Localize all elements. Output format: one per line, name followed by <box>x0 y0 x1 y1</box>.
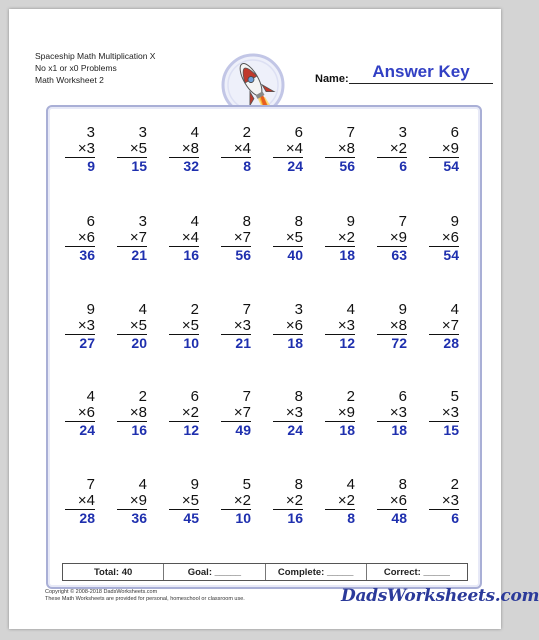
problem <box>377 477 407 526</box>
problem-answer: 16 <box>287 510 303 526</box>
problem-answer: 21 <box>131 247 147 263</box>
problem-multiplier: ×5 <box>181 492 199 509</box>
worksheet-page <box>9 9 539 629</box>
score-bar <box>62 563 468 581</box>
problem-answer: 24 <box>287 158 303 174</box>
problem <box>65 214 95 263</box>
problem-answer: 27 <box>79 335 95 351</box>
problem-multiplicand: 9 <box>346 213 355 230</box>
problem-multiplicand: 9 <box>398 301 407 318</box>
problem-answer: 72 <box>391 335 407 351</box>
problem-multiplier: ×4 <box>77 492 95 509</box>
problem-multiplicand: 4 <box>450 301 459 318</box>
problem-multiplicand: 3 <box>294 301 303 318</box>
problem-answer: 49 <box>235 422 251 438</box>
problem-answer: 10 <box>235 510 251 526</box>
total-cell: Total: 40 <box>63 564 164 580</box>
problem-multiplier: ×2 <box>233 492 251 509</box>
problem <box>273 389 303 438</box>
problem-multiplier: ×3 <box>389 404 407 421</box>
copyright-line: Copyright © 2008-2018 DadsWorksheets.com <box>45 589 158 595</box>
problem-multiplicand: 5 <box>242 476 251 493</box>
problem-multiplier: ×7 <box>233 229 251 246</box>
problem-multiplicand: 6 <box>398 388 407 405</box>
problem-multiplicand: 5 <box>450 388 459 405</box>
problem-multiplicand: 2 <box>346 388 355 405</box>
problem-answer: 15 <box>443 422 459 438</box>
problem <box>221 125 251 174</box>
problem-answer: 16 <box>131 422 147 438</box>
problem-multiplicand: 2 <box>450 476 459 493</box>
worksheet-title: Spaceship Math Multiplication X <box>35 51 156 61</box>
problem <box>117 389 147 438</box>
problem <box>221 214 251 263</box>
problem-multiplicand: 4 <box>346 476 355 493</box>
problem <box>117 302 147 351</box>
problem-multiplier: ×4 <box>181 229 199 246</box>
problem-multiplier: ×8 <box>389 317 407 334</box>
problem-multiplier: ×9 <box>441 140 459 157</box>
problem <box>325 125 355 174</box>
problem <box>429 389 459 438</box>
problem-answer: 54 <box>443 247 459 263</box>
problem-multiplicand: 6 <box>86 213 95 230</box>
problem-multiplicand: 8 <box>294 388 303 405</box>
problem <box>325 477 355 526</box>
problem-answer: 48 <box>391 510 407 526</box>
name-field[interactable] <box>349 61 493 84</box>
problem-multiplier: ×9 <box>129 492 147 509</box>
problem-answer: 12 <box>183 422 199 438</box>
problem-multiplicand: 4 <box>190 124 199 141</box>
problem-multiplier: ×9 <box>389 229 407 246</box>
problem-multiplicand: 2 <box>138 388 147 405</box>
problem-answer: 56 <box>235 247 251 263</box>
problem <box>221 302 251 351</box>
correct-cell[interactable]: Correct: _____ <box>383 566 450 578</box>
problem-multiplier: ×7 <box>441 317 459 334</box>
problem-answer: 40 <box>287 247 303 263</box>
problem-multiplier: ×7 <box>129 229 147 246</box>
worksheet-subtitle: No x1 or x0 Problems <box>35 63 117 73</box>
problem-multiplicand: 8 <box>294 476 303 493</box>
problem <box>169 214 199 263</box>
problem <box>377 302 407 351</box>
problem-answer: 32 <box>183 158 199 174</box>
problem-answer: 36 <box>79 247 95 263</box>
problem-answer: 10 <box>183 335 199 351</box>
problem <box>273 125 303 174</box>
problem-multiplier: ×8 <box>337 140 355 157</box>
problem-multiplicand: 9 <box>86 301 95 318</box>
problem-answer: 18 <box>391 422 407 438</box>
problem-multiplier: ×2 <box>181 404 199 421</box>
problem-answer: 28 <box>79 510 95 526</box>
problem-answer: 6 <box>399 158 407 174</box>
problem <box>325 302 355 351</box>
problem-answer: 12 <box>339 335 355 351</box>
problem-answer: 54 <box>443 158 459 174</box>
problem-answer: 24 <box>287 422 303 438</box>
problem-multiplicand: 4 <box>346 301 355 318</box>
problem <box>65 477 95 526</box>
problem-multiplicand: 2 <box>190 301 199 318</box>
problem <box>117 477 147 526</box>
problem-multiplier: ×2 <box>337 492 355 509</box>
problem-answer: 15 <box>131 158 147 174</box>
problem <box>429 125 459 174</box>
problem-answer: 8 <box>347 510 355 526</box>
problem-multiplier: ×5 <box>129 140 147 157</box>
problem-answer: 36 <box>131 510 147 526</box>
problem-multiplicand: 8 <box>242 213 251 230</box>
problem <box>325 214 355 263</box>
name-label: Name: <box>315 73 349 85</box>
problem-multiplier: ×4 <box>285 140 303 157</box>
problem <box>429 302 459 351</box>
problem-grid <box>48 107 480 547</box>
problem-multiplicand: 7 <box>242 388 251 405</box>
problem-answer: 21 <box>235 335 251 351</box>
problem <box>273 302 303 351</box>
problem-multiplier: ×6 <box>77 229 95 246</box>
answer-key-label: Answer Key <box>372 62 470 81</box>
problem-multiplicand: 3 <box>138 124 147 141</box>
problem-multiplier: ×3 <box>77 140 95 157</box>
problem-answer: 28 <box>443 335 459 351</box>
problem <box>169 389 199 438</box>
problem-multiplicand: 9 <box>190 476 199 493</box>
problem-multiplier: ×3 <box>441 404 459 421</box>
problem-multiplier: ×3 <box>233 317 251 334</box>
problem <box>65 389 95 438</box>
problem-multiplicand: 9 <box>450 213 459 230</box>
problem-multiplicand: 7 <box>398 213 407 230</box>
problem-answer: 20 <box>131 335 147 351</box>
goal-cell[interactable]: Goal: _____ <box>164 564 265 580</box>
problem <box>117 125 147 174</box>
problem-multiplier: ×3 <box>77 317 95 334</box>
problem-multiplier: ×6 <box>389 492 407 509</box>
problem-multiplicand: 6 <box>294 124 303 141</box>
complete-cell[interactable]: Complete: _____ <box>266 564 367 580</box>
problem <box>325 389 355 438</box>
problem-multiplier: ×6 <box>441 229 459 246</box>
problem-multiplicand: 8 <box>294 213 303 230</box>
problem <box>65 302 95 351</box>
problem-multiplicand: 6 <box>450 124 459 141</box>
copyright-notice <box>45 589 245 603</box>
brand-logo[interactable]: DadsWorksheets.com <box>341 586 539 606</box>
problem-multiplier: ×9 <box>337 404 355 421</box>
problem-multiplier: ×4 <box>233 140 251 157</box>
problem-answer: 56 <box>339 158 355 174</box>
problem <box>429 214 459 263</box>
problem-multiplicand: 4 <box>138 301 147 318</box>
problem-multiplicand: 7 <box>86 476 95 493</box>
problem-multiplier: ×5 <box>129 317 147 334</box>
problem-answer: 16 <box>183 247 199 263</box>
problem <box>221 477 251 526</box>
problem-multiplier: ×6 <box>77 404 95 421</box>
problem-multiplier: ×2 <box>337 229 355 246</box>
problem-answer: 18 <box>339 247 355 263</box>
problem-multiplier: ×5 <box>285 229 303 246</box>
problem-answer: 9 <box>87 158 95 174</box>
problem-multiplicand: 4 <box>86 388 95 405</box>
problem-multiplier: ×3 <box>285 404 303 421</box>
problem-multiplier: ×8 <box>129 404 147 421</box>
problem <box>429 477 459 526</box>
problems-frame <box>46 105 482 589</box>
problem <box>377 389 407 438</box>
problem <box>65 125 95 174</box>
problem-multiplicand: 3 <box>86 124 95 141</box>
problem-multiplicand: 4 <box>190 213 199 230</box>
problem <box>377 214 407 263</box>
worksheet-header <box>35 50 155 86</box>
problem <box>169 302 199 351</box>
problem-multiplier: ×2 <box>389 140 407 157</box>
problem <box>221 389 251 438</box>
problem <box>273 477 303 526</box>
problem <box>117 214 147 263</box>
problem-multiplier: ×8 <box>181 140 199 157</box>
problem <box>377 125 407 174</box>
problem-multiplier: ×6 <box>285 317 303 334</box>
problem-multiplier: ×3 <box>441 492 459 509</box>
problem-multiplicand: 4 <box>138 476 147 493</box>
problem-multiplicand: 7 <box>242 301 251 318</box>
problem-multiplier: ×7 <box>233 404 251 421</box>
problem-answer: 8 <box>243 158 251 174</box>
problem-multiplier: ×2 <box>285 492 303 509</box>
problem-multiplicand: 8 <box>398 476 407 493</box>
problem <box>169 477 199 526</box>
problem-answer: 18 <box>339 422 355 438</box>
problem-multiplicand: 3 <box>398 124 407 141</box>
problem-answer: 6 <box>451 510 459 526</box>
usage-line: These Math Worksheets are provided for personal, homeschool or classroom use. <box>45 596 245 602</box>
problem-multiplier: ×3 <box>337 317 355 334</box>
worksheet-number: Math Worksheet 2 <box>35 75 104 85</box>
problem-answer: 18 <box>287 335 303 351</box>
problem-answer: 63 <box>391 247 407 263</box>
problem-multiplicand: 7 <box>346 124 355 141</box>
problem-answer: 24 <box>79 422 95 438</box>
problem <box>273 214 303 263</box>
problem-multiplicand: 2 <box>242 124 251 141</box>
problem <box>169 125 199 174</box>
problem-multiplicand: 6 <box>190 388 199 405</box>
problem-answer: 45 <box>183 510 199 526</box>
problem-multiplicand: 3 <box>138 213 147 230</box>
problem-multiplier: ×5 <box>181 317 199 334</box>
